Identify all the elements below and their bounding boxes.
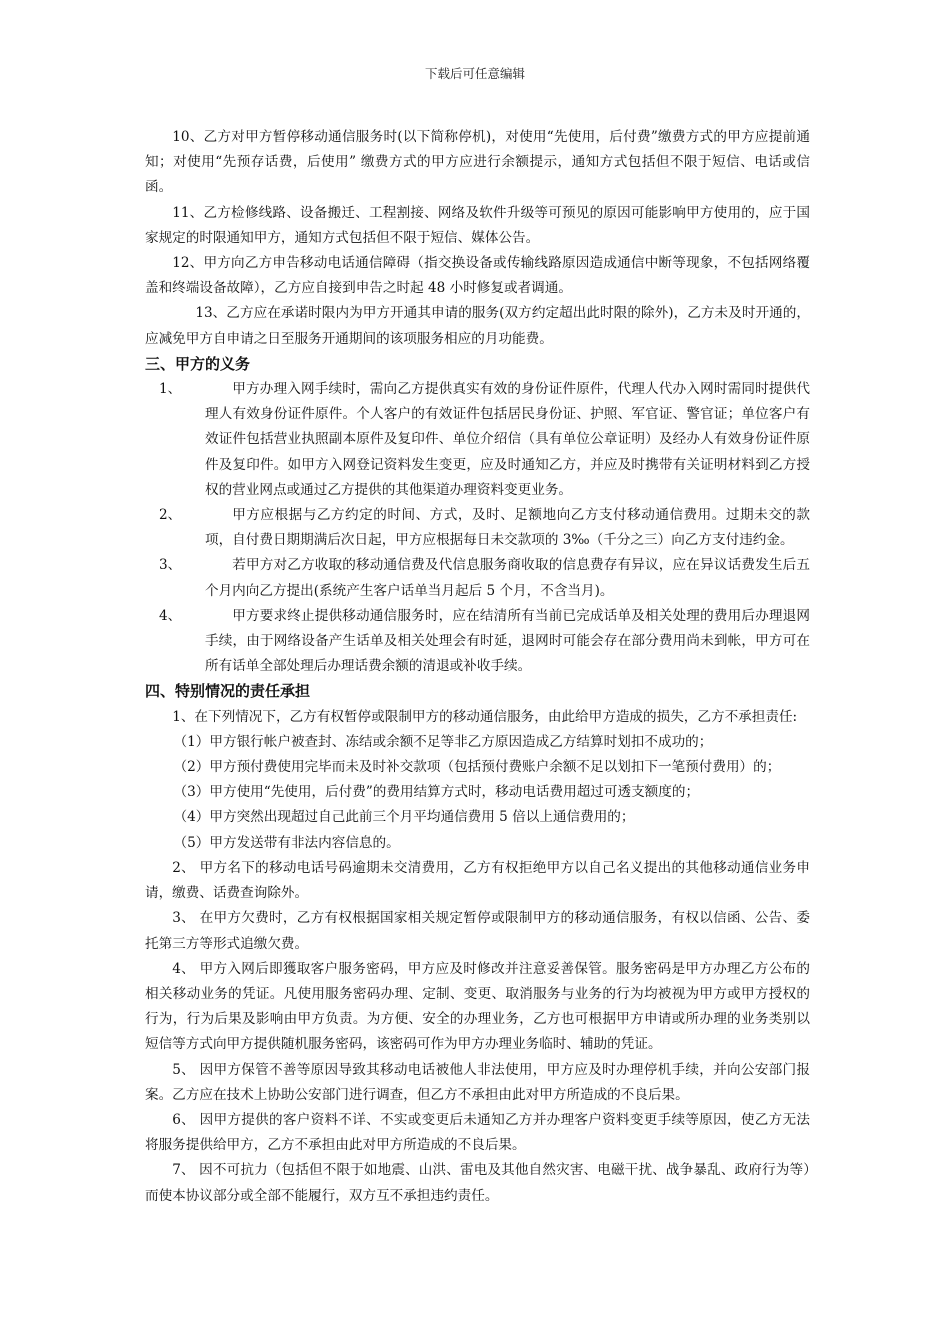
sub-item: （3）甲方使用“先使用，后付费”的费用结算方式时，移动电话费用超过可透支额度的； [173,784,700,801]
sub-item: （5）甲方发送带有非法内容信息的。 [173,834,400,851]
list-item-text: 甲方应根据与乙方约定的时间、方式，及时、足额地向乙方支付移动通信费用。过期未交的款项，自付费日期期满后次日起，甲方应根据每日未交款项的 3‰（千分之三）向乙方支付违约金。 [205,507,810,549]
page-header: 下载后可任意编辑 [424,66,525,81]
list-item-text: 若甲方对乙方收取的移动通信费及代信息服务商收取的信息费存有异议，应在异议话费发生后五个月内向乙方提出(系统产生客户话单当月起后 5 个月，不含当月)。 [205,557,810,599]
section-4-clause-2: 2、 甲方名下的移动电话号码逾期未交清费用，乙方有权拒绝甲方以自己名义提出的其他移动通信业务申请，缴费、话费查询除外。 [145,859,810,902]
list-item [145,377,810,503]
section-4-clause-6: 6、 因甲方提供的客户资料不详、不实或变更后未通知乙方并办理客户资料变更手续等原因，使乙方无法将服务提供给甲方，乙方不承担由此对甲方所造成的不良后果。 [145,1111,810,1154]
section-4-clause-1: 1、在下列情况下，乙方有权暂停或限制甲方的移动通信服务，由此给甲方造成的损失，乙方不承担责任: [172,708,798,725]
section-4-clause-7: 7、 因不可抗力（包括但不限于如地震、山洪、雷电及其他自然灾害、电磁干扰、战争暴乱、政府行为等）而使本协议部分或全部不能履行，双方互不承担违约责任。 [145,1162,810,1204]
section-4-clause-3: 3、 在甲方欠费时，乙方有权根据国家相关规定暂停或限制甲方的移动通信服务，有权以信函、公告、委托第三方等形式追缴欠费。 [145,910,810,952]
section-3-list [145,377,810,679]
sub-item: （4）甲方突然出现超过自己此前三个月平均通信费用 5 倍以上通信费用的； [173,809,635,826]
list-item [145,503,810,553]
clause-13: 13、乙方应在承诺时限内为甲方开通其申请的服务(双方约定超出此时限的除外)，乙方未及时开通的，应减免甲方自申请之日至服务开通期间的该项服务相应的月功能费。 [145,305,810,347]
list-item-number: 2、 [159,507,182,524]
sub-item: （2）甲方预付费使用完毕而未及时补交款项（包括预付费账户余额不足以划扣下一笔预付费用）的； [173,759,781,776]
section-4-clause-5: 5、 因甲方保管不善等原因导致其移动电话被他人非法使用，甲方应及时办理停机手续，并向公安部门报案。乙方应在技术上协助公安部门进行调查，但乙方不承担由此对甲方所造成的不良后果。 [145,1061,810,1103]
clause-12: 12、甲方向乙方申告移动电话通信障碍（指交换设备或传输线路原因造成通信中断等现象，不包括网络覆盖和终端设备故障），乙方应自接到申告之时起 48 小时修复或者调通。 [145,255,810,297]
clause-10: 10、乙方对甲方暂停移动通信服务时(以下简称停机)，对使用“先使用，后付费”缴费方式的甲方应提前通知；对使用“先预存话费，后使用” 缴费方式的甲方应进行余额提示，通知方式包括但不限于短信、电话或信函。 [145,129,810,196]
section-3-title: 三、甲方的义务 [145,354,251,373]
list-item [145,553,810,603]
section-4-clause-4: 4、 甲方入网后即獲取客户服务密码，甲方应及时修改并注意妥善保管。服务密码是甲方办理乙方公布的相关移动业务的凭证。凡使用服务密码办理、定制、变更、取消服务与业务的行为均被视为甲方或甲方授权的行为，行为后果及影响由甲方负责。为方便、安全的办理业务，乙方也可根据甲方申请或所办理的业务类别以短信等方式向甲方提供随机服务密码，该密码可作为甲方办理业务临时、辅助的凭证。 [145,960,810,1053]
section-4-title: 四、特别情况的责任承担 [145,682,311,701]
list-item-text: 甲方要求终止提供移动通信服务时，应在结清所有当前已完成话单及相关处理的费用后办理退网手续，由于网络设备产生话单及相关处理会有时延，退网时可能会存在部分费用尚未到帐，甲方可在所有话单全部处理后办理话费余额的清退或补收手续。 [205,607,810,675]
document-body [145,125,810,1209]
list-item-number: 3、 [159,557,182,574]
clause-11: 11、乙方检修线路、设备搬迁、工程割接、网络及软件升级等可预见的原因可能影响甲方使用的，应于国家规定的时限通知甲方，通知方式包括但不限于短信、媒体公告。 [145,204,810,246]
list-item [145,604,810,680]
list-item-text: 甲方办理入网手续时，需向乙方提供真实有效的身份证件原件，代理人代办入网时需同时提供代理人有效身份证件原件。个人客户的有效证件包括居民身份证、护照、军官证、警官证；单位客户有效证件包括营业执照副本原件及复印件、单位介绍信（具有单位公章证明）及经办人有效身份证件原件及复印件。如甲方入网登记资料发生变更，应及时通知乙方，并应及时携带有关证明材料到乙方授权的营业网点或通过乙方提供的其他渠道办理资料变更业务。 [205,381,810,498]
list-item-number: 1、 [159,381,182,398]
sub-item: （1）甲方银行帐户被查封、冻结或余额不足等非乙方原因造成乙方结算时划扣不成功的； [173,733,713,750]
list-item-number: 4、 [159,607,182,624]
